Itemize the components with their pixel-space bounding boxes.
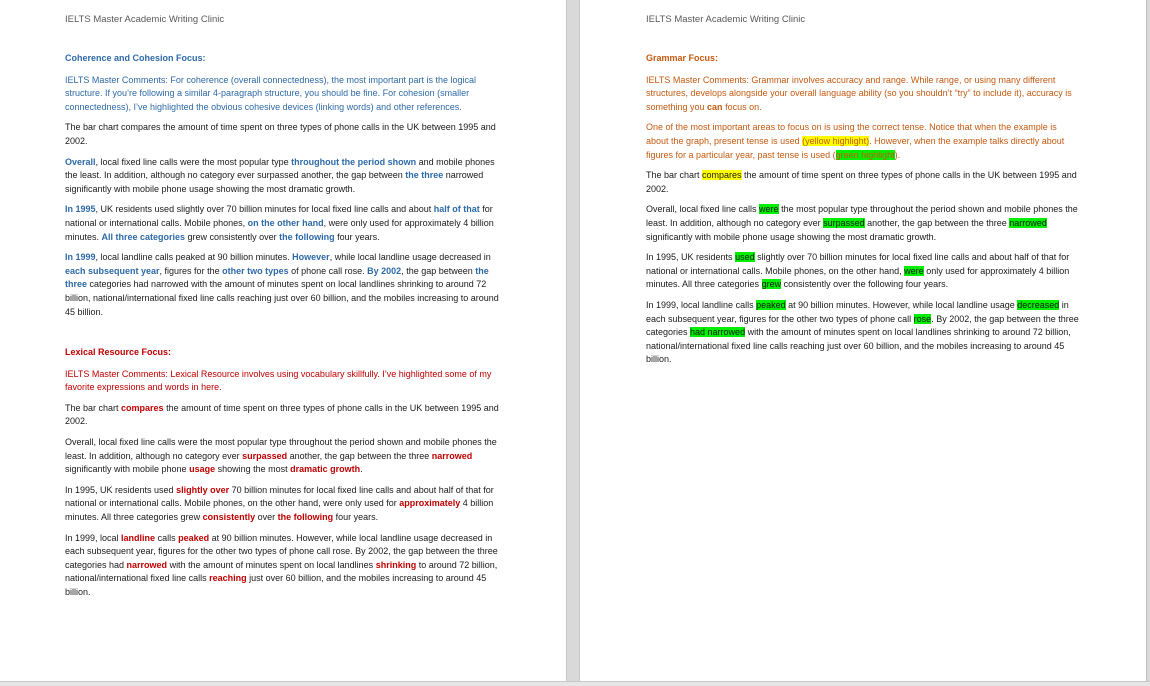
lexical-heading: Lexical Resource Focus: (65, 347, 172, 358)
lexical-comment: IELTS Master Comments: Lexical Resource involves using vocabulary skillfully. I’ve highlighted some of my favorite expressions and words in here. (65, 368, 492, 393)
coherence-paragraph-4: In 1999, local landline calls peaked at 90 billion minutes. However, while local landline usage decreased in each subsequent year, figures for the other two types of phone call rose. By 2002, the gap between the three categories had narrowed with the amount of minutes spent on local landlines shrinking to around 72 billion, national/international fixed line calls reaching just over 60 billion, and the mobiles increasing to around 45 billion. (65, 252, 499, 317)
window-edge (1146, 0, 1150, 686)
left-column (65, 52, 500, 600)
right-column (646, 52, 1081, 367)
lexical-paragraph-4: In 1999, local landline calls peaked at 90 billion minutes. However, while local landline usage decreased in each subsequent year, figures for the other two types of phone call rose. By 2002, the gap between the three categories had narrowed with the amount of minutes spent on local landlines shrinking to around 72 billion, national/international fixed line calls reaching just over 60 billion, and the mobiles increasing to around 45 billion. (65, 532, 498, 597)
lexical-paragraph-3: In 1995, UK residents used slightly over 70 billion minutes for local fixed line calls and about half of that for national or international calls. Mobile phones, on the other hand, were only used for approximately 4 billion minutes. All three categories grew consistently over the following four years. (65, 484, 494, 523)
document-page-right (580, 0, 1146, 681)
grammar-heading: Grammar Focus: (646, 53, 719, 63)
document-page-left (0, 0, 566, 681)
grammar-paragraph-1: The bar chart compares the amount of time spent on three types of phone calls in the UK between 1995 and 2002. (646, 170, 1077, 194)
grammar-comment: IELTS Master Comments: Grammar involves accuracy and range. While range, or using many different structures, develops alongside your overall language ability (so you shouldn’t “try” to include it), accuracy is something you can focus on. (646, 74, 1072, 112)
grammar-tense-note: One of the most important areas to focus on is using the correct tense. Notice that when the example is about the graph, present tense is used (yellow highlight). However, when the example talks directly about figures for a particular year, past tense is used (green highlight). (646, 122, 1065, 160)
grammar-paragraph-4: In 1999, local landline calls peaked at 90 billion minutes. However, while local landline usage decreased in each subsequent year, figures for the other two types of phone call rose. By 2002, the gap between the three categories had narrowed with the amount of minutes spent on local landlines shrinking to around 72 billion, national/international fixed line calls reaching just over 60 billion, and the mobiles increasing to around 45 billion. (646, 299, 1079, 365)
coherence-paragraph-2: Overall, local fixed line calls were the most popular type throughout the period shown and mobile phones the least. In addition, although no category ever surpassed another, the gap between the three narrowed significantly with mobile phone usage showing the most dramatic growth. (65, 156, 495, 194)
page-header: IELTS Master Academic Writing Clinic (646, 14, 806, 25)
grammar-paragraph-2: Overall, local fixed line calls were the most popular type throughout the period shown and mobile phones the least. In addition, although no category ever surpassed another, the gap between the three narrowed significantly with mobile phone usage showing the most dramatic growth. (646, 204, 1078, 242)
page-header: IELTS Master Academic Writing Clinic (65, 14, 225, 25)
lexical-paragraph-1: The bar chart compares the amount of time spent on three types of phone calls in the UK between 1995 and 2002. (65, 402, 499, 427)
grammar-paragraph-3: In 1995, UK residents used slightly over 70 billion minutes for local fixed line calls and about half of that for national or international calls. Mobile phones, on the other hand, were only used for approximately 4 billion minutes. All three categories grew consistently over the following four years. (646, 252, 1070, 290)
coherence-heading: Coherence and Cohesion Focus: (65, 53, 206, 63)
bottom-scroll-area[interactable] (0, 681, 1150, 686)
coherence-paragraph-3: In 1995, UK residents used slightly over 70 billion minutes for local fixed line calls and about half of that for national or international calls. Mobile phones, on the other hand, were only used for approximately 4 billion minutes. All three categories grew consistently over the following four years. (65, 204, 494, 242)
page-gap (566, 0, 580, 681)
coherence-comment: IELTS Master Comments: For coherence (overall connectedness), the most important part is the logical structure. If you’re following a similar 4-paragraph structure, you should be fine. For cohesion (smaller connectedness), I’ve highlighted the obvious cohesive devices (linking words) and other references. (65, 74, 477, 112)
lexical-paragraph-2: Overall, local fixed line calls were the most popular type throughout the period shown and mobile phones the least. In addition, although no category ever surpassed another, the gap between the three narrowed significantly with mobile phone usage showing the most dramatic growth. (65, 437, 497, 475)
coherence-paragraph-1: The bar chart compares the amount of time spent on three types of phone calls in the UK between 1995 and 2002. (65, 122, 496, 146)
